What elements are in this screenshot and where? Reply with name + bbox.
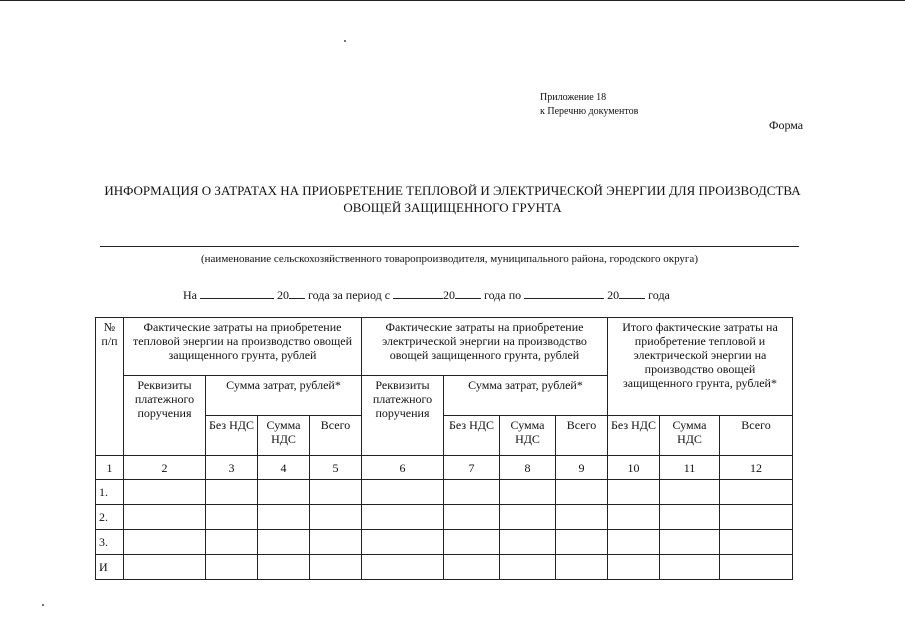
table-cell[interactable] xyxy=(556,505,608,530)
col-number-6: 6 xyxy=(362,456,444,480)
col-number-7: 7 xyxy=(444,456,500,480)
table-cell[interactable] xyxy=(206,530,258,555)
table-cell[interactable] xyxy=(206,505,258,530)
table-cell[interactable] xyxy=(310,530,362,555)
header-group-electric: Фактические затраты на приобретение электрической энергии на производство овощей защищенного грунта, рублей xyxy=(362,318,608,376)
table-cell[interactable] xyxy=(500,530,556,555)
header-group-total: Итого фактические затраты на приобретение тепловой и электрической энергии на производство овощей защищенного грунта, рублей* xyxy=(608,318,793,416)
table-cell[interactable] xyxy=(660,505,720,530)
table-cell[interactable] xyxy=(608,480,660,505)
period-text-1: года за период с xyxy=(308,288,391,302)
table-row xyxy=(96,505,793,530)
table-cell[interactable] xyxy=(258,530,310,555)
table-cell[interactable] xyxy=(660,555,720,580)
header-num: № п/п xyxy=(96,318,124,456)
period-year-3-field[interactable] xyxy=(619,285,645,299)
col-number-3: 3 xyxy=(206,456,258,480)
table-row xyxy=(96,530,793,555)
period-date-field[interactable] xyxy=(200,285,274,299)
table-cell[interactable] xyxy=(310,505,362,530)
table-cell[interactable] xyxy=(362,505,444,530)
col-number-9: 9 xyxy=(556,456,608,480)
period-year-1-field[interactable] xyxy=(289,285,305,299)
header-rekvizity-1: Реквизиты платежного поручения xyxy=(124,376,206,456)
header-rekvizity-2: Реквизиты платежного поручения xyxy=(362,376,444,456)
period-line xyxy=(183,285,670,303)
producer-name-line[interactable] xyxy=(100,246,799,247)
table-cell[interactable] xyxy=(660,530,720,555)
form-label: Форма xyxy=(769,118,804,132)
table-cell[interactable] xyxy=(124,555,206,580)
table-cell[interactable] xyxy=(556,530,608,555)
row-label: 2. xyxy=(96,505,124,530)
header-bez-nds-1: Без НДС xyxy=(206,416,258,456)
table-cell[interactable] xyxy=(720,530,793,555)
table-cell[interactable] xyxy=(362,480,444,505)
table-cell[interactable] xyxy=(362,555,444,580)
table-cell[interactable] xyxy=(660,480,720,505)
table-row-total xyxy=(96,555,793,580)
table-row xyxy=(96,480,793,505)
table-cell[interactable] xyxy=(720,555,793,580)
top-border-line xyxy=(0,0,905,1)
period-year-2: 20 xyxy=(443,288,456,302)
header-summa-2: Сумма затрат, рублей* xyxy=(444,376,608,416)
period-year-2-field[interactable] xyxy=(455,285,481,299)
header-summa-nds-2: Сумма НДС xyxy=(500,416,556,456)
period-text-2: года по xyxy=(484,288,522,302)
header-summa-nds-3: Сумма НДС xyxy=(660,416,720,456)
table-cell[interactable] xyxy=(124,530,206,555)
expenses-table xyxy=(95,317,793,580)
period-na: На xyxy=(183,288,197,302)
table-cell[interactable] xyxy=(720,480,793,505)
col-number-12: 12 xyxy=(720,456,793,480)
header-summa-nds-1: Сумма НДС xyxy=(258,416,310,456)
table-cell[interactable] xyxy=(362,530,444,555)
period-from-field[interactable] xyxy=(393,285,443,299)
row-label: 1. xyxy=(96,480,124,505)
row-label-total: И xyxy=(96,555,124,580)
col-number-5: 5 xyxy=(310,456,362,480)
table-cell[interactable] xyxy=(608,530,660,555)
period-year-3: 20 xyxy=(607,288,620,302)
table-cell[interactable] xyxy=(556,480,608,505)
table-cell[interactable] xyxy=(258,480,310,505)
table-cell[interactable] xyxy=(608,505,660,530)
scan-speck xyxy=(344,40,346,42)
table-cell[interactable] xyxy=(500,505,556,530)
appendix-line-2: к Перечню документов xyxy=(540,106,639,117)
table-cell[interactable] xyxy=(206,555,258,580)
table-cell[interactable] xyxy=(444,555,500,580)
header-bez-nds-3: Без НДС xyxy=(608,416,660,456)
period-text-3: года xyxy=(648,288,670,302)
table-cell[interactable] xyxy=(124,480,206,505)
table-cell[interactable] xyxy=(608,555,660,580)
table-cell[interactable] xyxy=(124,505,206,530)
col-number-8: 8 xyxy=(500,456,556,480)
col-number-1: 1 xyxy=(96,456,124,480)
col-number-10: 10 xyxy=(608,456,660,480)
table-cell[interactable] xyxy=(444,505,500,530)
header-vsego-1: Всего xyxy=(310,416,362,456)
col-number-2: 2 xyxy=(124,456,206,480)
table-cell[interactable] xyxy=(258,555,310,580)
table-cell[interactable] xyxy=(500,555,556,580)
table-cell[interactable] xyxy=(310,480,362,505)
table-cell[interactable] xyxy=(206,480,258,505)
table-cell[interactable] xyxy=(556,555,608,580)
table-cell[interactable] xyxy=(444,530,500,555)
header-vsego-3: Всего xyxy=(720,416,793,456)
col-number-4: 4 xyxy=(258,456,310,480)
period-to-field[interactable] xyxy=(524,285,604,299)
appendix-line-1: Приложение 18 xyxy=(540,92,607,103)
scan-speck xyxy=(42,604,44,606)
column-number-row xyxy=(96,456,793,480)
row-label: 3. xyxy=(96,530,124,555)
header-bez-nds-2: Без НДС xyxy=(444,416,500,456)
period-year-1: 20 xyxy=(277,288,289,302)
table-cell[interactable] xyxy=(500,480,556,505)
table-cell[interactable] xyxy=(258,505,310,530)
table-cell[interactable] xyxy=(310,555,362,580)
document-title xyxy=(90,182,815,216)
table-cell[interactable] xyxy=(444,480,500,505)
producer-name-caption: (наименование сельскохозяйственного товаропроизводителя, муниципального района, городского округа) xyxy=(201,253,698,265)
header-vsego-2: Всего xyxy=(556,416,608,456)
col-number-11: 11 xyxy=(660,456,720,480)
appendix-note xyxy=(540,91,638,119)
title-line-2: ОВОЩЕЙ ЗАЩИЩЕННОГО ГРУНТА xyxy=(343,200,562,215)
header-summa-1: Сумма затрат, рублей* xyxy=(206,376,362,416)
table-cell[interactable] xyxy=(720,505,793,530)
title-line-1: ИНФОРМАЦИЯ О ЗАТРАТАХ НА ПРИОБРЕТЕНИЕ ТЕПЛОВОЙ И ЭЛЕКТРИЧЕСКОЙ ЭНЕРГИИ ДЛЯ ПРОИЗВОДСТВА xyxy=(104,183,801,198)
header-group-heat: Фактические затраты на приобретение тепловой энергии на производство овощей защищенного грунта, рублей xyxy=(124,318,362,376)
